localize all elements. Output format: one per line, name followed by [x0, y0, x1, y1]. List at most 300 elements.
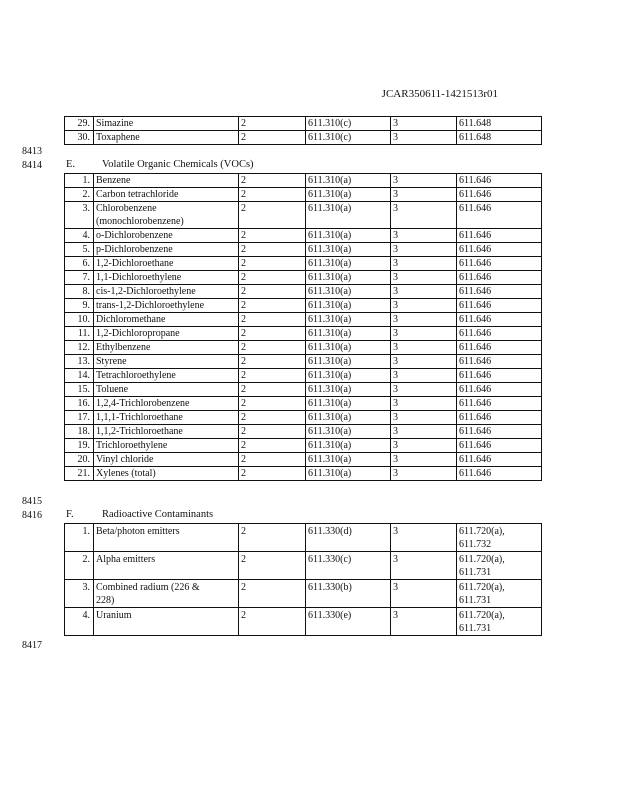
frequency-value-text: 3	[393, 258, 398, 269]
contaminant-name-text: Toluene	[96, 384, 129, 395]
section-f-title: Radioactive Contaminants	[102, 509, 214, 520]
frequency-value	[391, 188, 457, 202]
row-number	[65, 117, 94, 131]
subpart-reference	[457, 202, 542, 229]
line-number: 8417	[22, 640, 42, 651]
contaminant-name	[94, 369, 239, 383]
table-row	[65, 383, 542, 397]
table-row	[65, 299, 542, 313]
row-number-text: 16.	[77, 398, 90, 409]
contaminant-name-text: 1,1,2-Trichloroethane	[96, 426, 183, 437]
tier-value-text: 2	[241, 426, 246, 437]
frequency-value	[391, 552, 457, 580]
table-row	[65, 411, 542, 425]
section-reference-text: 611.330(c)	[308, 554, 352, 565]
frequency-value-text: 3	[393, 118, 398, 129]
contaminant-name	[94, 439, 239, 453]
row-number-text: 1.	[82, 175, 90, 186]
section-reference	[306, 467, 391, 481]
frequency-value-text: 3	[393, 526, 398, 537]
row-number	[65, 608, 94, 636]
frequency-value-text: 3	[393, 468, 398, 479]
section-reference	[306, 285, 391, 299]
subpart-reference	[457, 229, 542, 243]
tier-value-text: 2	[241, 398, 246, 409]
section-reference-text: 611.310(a)	[308, 258, 352, 269]
section-reference	[306, 174, 391, 188]
contaminant-table-top	[64, 116, 542, 145]
row-number	[65, 243, 94, 257]
contaminant-name-text: Styrene	[96, 356, 127, 367]
contaminant-name-text: Benzene	[96, 175, 131, 186]
subpart-reference-text: 611.646	[459, 440, 492, 451]
subpart-reference	[457, 580, 542, 608]
row-number-text: 4.	[82, 230, 90, 241]
contaminant-name	[94, 243, 239, 257]
contaminant-name-text: cis-1,2-Dichloroethylene	[96, 286, 196, 297]
subpart-reference-text: 611.720(a),	[459, 610, 505, 621]
contaminant-name	[94, 341, 239, 355]
table-row	[65, 608, 542, 636]
frequency-value	[391, 285, 457, 299]
contaminant-name-text: Chlorobenzene	[96, 203, 157, 214]
subpart-reference-text: 611.720(a),	[459, 582, 505, 593]
row-number	[65, 383, 94, 397]
row-number	[65, 285, 94, 299]
section-reference	[306, 524, 391, 552]
tier-value-text: 2	[241, 286, 246, 297]
section-reference-text: 611.310(a)	[308, 454, 352, 465]
tier-value	[239, 397, 306, 411]
subpart-reference-text: 611.646	[459, 328, 492, 339]
tier-value	[239, 202, 306, 229]
row-number-text: 15.	[77, 384, 90, 395]
section-reference-text: 611.310(a)	[308, 398, 352, 409]
subpart-reference-text: 611.720(a),	[459, 554, 505, 565]
table-row	[65, 341, 542, 355]
tier-value	[239, 313, 306, 327]
row-number-text: 3.	[82, 582, 90, 593]
contaminant-name-text: o-Dichlorobenzene	[96, 230, 173, 241]
table-row	[65, 327, 542, 341]
tier-value	[239, 355, 306, 369]
section-reference-text: 611.310(a)	[308, 300, 352, 311]
section-reference	[306, 313, 391, 327]
frequency-value	[391, 174, 457, 188]
subpart-reference-text: 611.646	[459, 230, 492, 241]
frequency-value	[391, 524, 457, 552]
subpart-reference-text: 611.646	[459, 258, 492, 269]
row-number	[65, 229, 94, 243]
frequency-value-text: 3	[393, 384, 398, 395]
frequency-value-text: 3	[393, 189, 398, 200]
contaminant-name-text: 1,2-Dichloropropane	[96, 328, 180, 339]
row-number-text: 13.	[77, 356, 90, 367]
tier-value-text: 2	[241, 272, 246, 283]
tier-value-text: 2	[241, 230, 246, 241]
section-reference	[306, 327, 391, 341]
section-reference-text: 611.310(a)	[308, 203, 352, 214]
tier-value-text: 2	[241, 454, 246, 465]
tier-value	[239, 131, 306, 145]
frequency-value-text: 3	[393, 610, 398, 621]
row-number	[65, 313, 94, 327]
contaminant-name-text: 1,1-Dichloroethylene	[96, 272, 182, 283]
frequency-value	[391, 383, 457, 397]
frequency-value	[391, 257, 457, 271]
tier-value-text: 2	[241, 132, 246, 143]
frequency-value-text: 3	[393, 314, 398, 325]
tier-value	[239, 369, 306, 383]
section-reference	[306, 383, 391, 397]
frequency-value	[391, 243, 457, 257]
subpart-reference	[457, 397, 542, 411]
tier-value	[239, 271, 306, 285]
section-reference-text: 611.330(b)	[308, 582, 352, 593]
frequency-value-text: 3	[393, 426, 398, 437]
table-row	[65, 174, 542, 188]
tier-value-text: 2	[241, 356, 246, 367]
table-row	[65, 453, 542, 467]
contaminant-name-text: Trichloroethylene	[96, 440, 168, 451]
tier-value	[239, 243, 306, 257]
row-number	[65, 552, 94, 580]
table-row	[65, 397, 542, 411]
row-number-text: 29.	[77, 118, 90, 129]
frequency-value	[391, 369, 457, 383]
section-reference	[306, 552, 391, 580]
section-reference-text: 611.330(d)	[308, 526, 352, 537]
frequency-value-text: 3	[393, 175, 398, 186]
subpart-reference	[457, 467, 542, 481]
table-row	[65, 229, 542, 243]
tier-value	[239, 467, 306, 481]
frequency-value	[391, 608, 457, 636]
tier-value	[239, 608, 306, 636]
row-number-text: 20.	[77, 454, 90, 465]
section-reference-text: 611.310(c)	[308, 132, 352, 143]
row-number	[65, 580, 94, 608]
contaminant-name	[94, 229, 239, 243]
section-reference	[306, 202, 391, 229]
section-reference-text: 611.310(a)	[308, 230, 352, 241]
voc-table	[64, 173, 542, 481]
subpart-reference-text: 611.646	[459, 203, 492, 214]
table-row	[65, 257, 542, 271]
tier-value-text: 2	[241, 314, 246, 325]
row-number	[65, 341, 94, 355]
tier-value	[239, 188, 306, 202]
row-number-text: 2.	[82, 554, 90, 565]
tier-value	[239, 327, 306, 341]
tier-value-text: 2	[241, 526, 246, 537]
contaminant-name	[94, 608, 239, 636]
row-number-text: 5.	[82, 244, 90, 255]
contaminant-name	[94, 188, 239, 202]
section-reference-text: 611.330(e)	[308, 610, 352, 621]
subpart-reference-text: 611.646	[459, 244, 492, 255]
row-number	[65, 439, 94, 453]
subpart-reference-text: 611.648	[459, 132, 492, 143]
row-number	[65, 202, 94, 229]
tier-value	[239, 411, 306, 425]
subpart-reference	[457, 257, 542, 271]
row-number	[65, 355, 94, 369]
frequency-value-text: 3	[393, 286, 398, 297]
subpart-reference-text: 611.646	[459, 272, 492, 283]
section-reference-text: 611.310(a)	[308, 468, 352, 479]
row-number	[65, 131, 94, 145]
section-reference	[306, 341, 391, 355]
section-reference-text: 611.310(a)	[308, 440, 352, 451]
frequency-value	[391, 117, 457, 131]
contaminant-name-text: Simazine	[96, 118, 134, 129]
row-number-text: 9.	[82, 300, 90, 311]
frequency-value-text: 3	[393, 454, 398, 465]
contaminant-name	[94, 202, 239, 229]
table-row	[65, 467, 542, 481]
contaminant-name	[94, 425, 239, 439]
row-number-text: 8.	[82, 286, 90, 297]
subpart-reference-text: 611.646	[459, 300, 492, 311]
subpart-reference	[457, 552, 542, 580]
frequency-value	[391, 397, 457, 411]
frequency-value-text: 3	[393, 370, 398, 381]
frequency-value	[391, 580, 457, 608]
contaminant-name-text: Ethylbenzene	[96, 342, 151, 353]
tier-value-text: 2	[241, 300, 246, 311]
section-reference-text: 611.310(a)	[308, 412, 352, 423]
line-number: 8416	[22, 510, 42, 521]
row-number	[65, 188, 94, 202]
contaminant-name-text: p-Dichlorobenzene	[96, 244, 173, 255]
section-reference	[306, 580, 391, 608]
row-number	[65, 524, 94, 552]
table-row	[65, 425, 542, 439]
subpart-reference	[457, 383, 542, 397]
subpart-reference-text: 611.646	[459, 370, 492, 381]
subpart-reference-text: 611.646	[459, 468, 492, 479]
tier-value	[239, 524, 306, 552]
contaminant-name	[94, 580, 239, 608]
row-number	[65, 369, 94, 383]
subpart-reference	[457, 425, 542, 439]
section-reference	[306, 117, 391, 131]
tier-value	[239, 453, 306, 467]
contaminant-name-text-line2: 228)	[96, 595, 115, 606]
frequency-value	[391, 299, 457, 313]
section-reference	[306, 271, 391, 285]
tier-value-text: 2	[241, 582, 246, 593]
contaminant-name	[94, 174, 239, 188]
frequency-value-text: 3	[393, 230, 398, 241]
subpart-reference-text: 611.646	[459, 342, 492, 353]
section-reference	[306, 453, 391, 467]
tier-value-text: 2	[241, 175, 246, 186]
row-number-text: 7.	[82, 272, 90, 283]
subpart-reference-text: 611.646	[459, 175, 492, 186]
tier-value	[239, 229, 306, 243]
tier-value-text: 2	[241, 258, 246, 269]
tier-value	[239, 174, 306, 188]
tier-value-text: 2	[241, 610, 246, 621]
subpart-reference-text: 611.646	[459, 189, 492, 200]
subpart-reference	[457, 299, 542, 313]
frequency-value-text: 3	[393, 398, 398, 409]
subpart-reference	[457, 355, 542, 369]
contaminant-name	[94, 131, 239, 145]
section-reference-text: 611.310(a)	[308, 189, 352, 200]
subpart-reference	[457, 327, 542, 341]
contaminant-name-text: Dichloromethane	[96, 314, 166, 325]
tier-value	[239, 580, 306, 608]
tier-value-text: 2	[241, 203, 246, 214]
section-e-title: Volatile Organic Chemicals (VOCs)	[102, 159, 254, 170]
row-number-text: 3.	[82, 203, 90, 214]
section-e-letter: E.	[66, 159, 76, 170]
section-reference	[306, 369, 391, 383]
tier-value-text: 2	[241, 554, 246, 565]
frequency-value	[391, 355, 457, 369]
row-number	[65, 453, 94, 467]
contaminant-name-text: 1,1,1-Trichloroethane	[96, 412, 183, 423]
row-number	[65, 299, 94, 313]
subpart-reference	[457, 131, 542, 145]
tier-value-text: 2	[241, 244, 246, 255]
frequency-value-text: 3	[393, 132, 398, 143]
frequency-value-text: 3	[393, 272, 398, 283]
section-reference-text: 611.310(a)	[308, 244, 352, 255]
frequency-value	[391, 341, 457, 355]
row-number-text: 2.	[82, 189, 90, 200]
table-row	[65, 524, 542, 552]
tier-value	[239, 341, 306, 355]
row-number	[65, 174, 94, 188]
contaminant-name-text: Toxaphene	[96, 132, 140, 143]
section-reference-text: 611.310(c)	[308, 118, 352, 129]
contaminant-name	[94, 313, 239, 327]
contaminant-name-text: Combined radium (226 &	[96, 582, 200, 593]
tier-value	[239, 285, 306, 299]
subpart-reference	[457, 243, 542, 257]
contaminant-name-text: 1,2,4-Trichlorobenzene	[96, 398, 190, 409]
table-row	[65, 313, 542, 327]
contaminant-name-text: Tetrachloroethylene	[96, 370, 176, 381]
subpart-reference	[457, 285, 542, 299]
row-number-text: 18.	[77, 426, 90, 437]
row-number-text: 19.	[77, 440, 90, 451]
subpart-reference	[457, 271, 542, 285]
frequency-value-text: 3	[393, 300, 398, 311]
contaminant-name	[94, 327, 239, 341]
frequency-value	[391, 453, 457, 467]
frequency-value-text: 3	[393, 412, 398, 423]
contaminant-name	[94, 257, 239, 271]
frequency-value-text: 3	[393, 554, 398, 565]
document-id-header: JCAR350611-1421513r01	[381, 88, 498, 100]
contaminant-name	[94, 117, 239, 131]
table-row	[65, 439, 542, 453]
tier-value-text: 2	[241, 342, 246, 353]
tier-value-text: 2	[241, 468, 246, 479]
subpart-reference-text: 611.646	[459, 384, 492, 395]
row-number-text: 17.	[77, 412, 90, 423]
contaminant-name-text: trans-1,2-Dichloroethylene	[96, 300, 205, 311]
table-row	[65, 369, 542, 383]
subpart-reference-text-line2: 611.731	[459, 567, 492, 578]
contaminant-name	[94, 552, 239, 580]
table-row	[65, 243, 542, 257]
contaminant-name-text: Vinyl chloride	[96, 454, 154, 465]
section-reference	[306, 439, 391, 453]
subpart-reference	[457, 608, 542, 636]
subpart-reference	[457, 313, 542, 327]
subpart-reference-text: 611.720(a),	[459, 526, 505, 537]
section-reference-text: 611.310(a)	[308, 342, 352, 353]
section-reference	[306, 397, 391, 411]
subpart-reference	[457, 174, 542, 188]
frequency-value	[391, 271, 457, 285]
subpart-reference	[457, 439, 542, 453]
line-number: 8413	[22, 146, 42, 157]
tier-value-text: 2	[241, 412, 246, 423]
section-reference-text: 611.310(a)	[308, 328, 352, 339]
table-row	[65, 552, 542, 580]
row-number-text: 4.	[82, 610, 90, 621]
row-number-text: 6.	[82, 258, 90, 269]
subpart-reference-text: 611.646	[459, 398, 492, 409]
tier-value	[239, 552, 306, 580]
section-reference	[306, 257, 391, 271]
frequency-value-text: 3	[393, 203, 398, 214]
section-reference	[306, 229, 391, 243]
contaminant-name-text: Xylenes (total)	[96, 468, 156, 479]
contaminant-name	[94, 383, 239, 397]
section-reference	[306, 299, 391, 313]
contaminant-name	[94, 285, 239, 299]
section-reference	[306, 608, 391, 636]
section-reference-text: 611.310(a)	[308, 175, 352, 186]
subpart-reference	[457, 453, 542, 467]
tier-value-text: 2	[241, 328, 246, 339]
frequency-value	[391, 202, 457, 229]
frequency-value	[391, 131, 457, 145]
contaminant-name	[94, 411, 239, 425]
contaminant-name-text: Carbon tetrachloride	[96, 189, 179, 200]
subpart-reference-text: 611.646	[459, 314, 492, 325]
section-reference-text: 611.310(a)	[308, 272, 352, 283]
contaminant-name	[94, 524, 239, 552]
tier-value-text: 2	[241, 118, 246, 129]
section-reference-text: 611.310(a)	[308, 384, 352, 395]
tier-value-text: 2	[241, 370, 246, 381]
subpart-reference	[457, 524, 542, 552]
contaminant-name	[94, 467, 239, 481]
row-number	[65, 327, 94, 341]
table-row	[65, 355, 542, 369]
contaminant-name	[94, 453, 239, 467]
contaminant-name-text: Beta/photon emitters	[96, 526, 180, 537]
line-number: 8414	[22, 160, 42, 171]
tier-value	[239, 257, 306, 271]
frequency-value-text: 3	[393, 328, 398, 339]
section-reference-text: 611.310(a)	[308, 286, 352, 297]
contaminant-name	[94, 397, 239, 411]
row-number-text: 1.	[82, 526, 90, 537]
radioactive-table	[64, 523, 542, 636]
table-row	[65, 131, 542, 145]
section-reference-text: 611.310(a)	[308, 370, 352, 381]
